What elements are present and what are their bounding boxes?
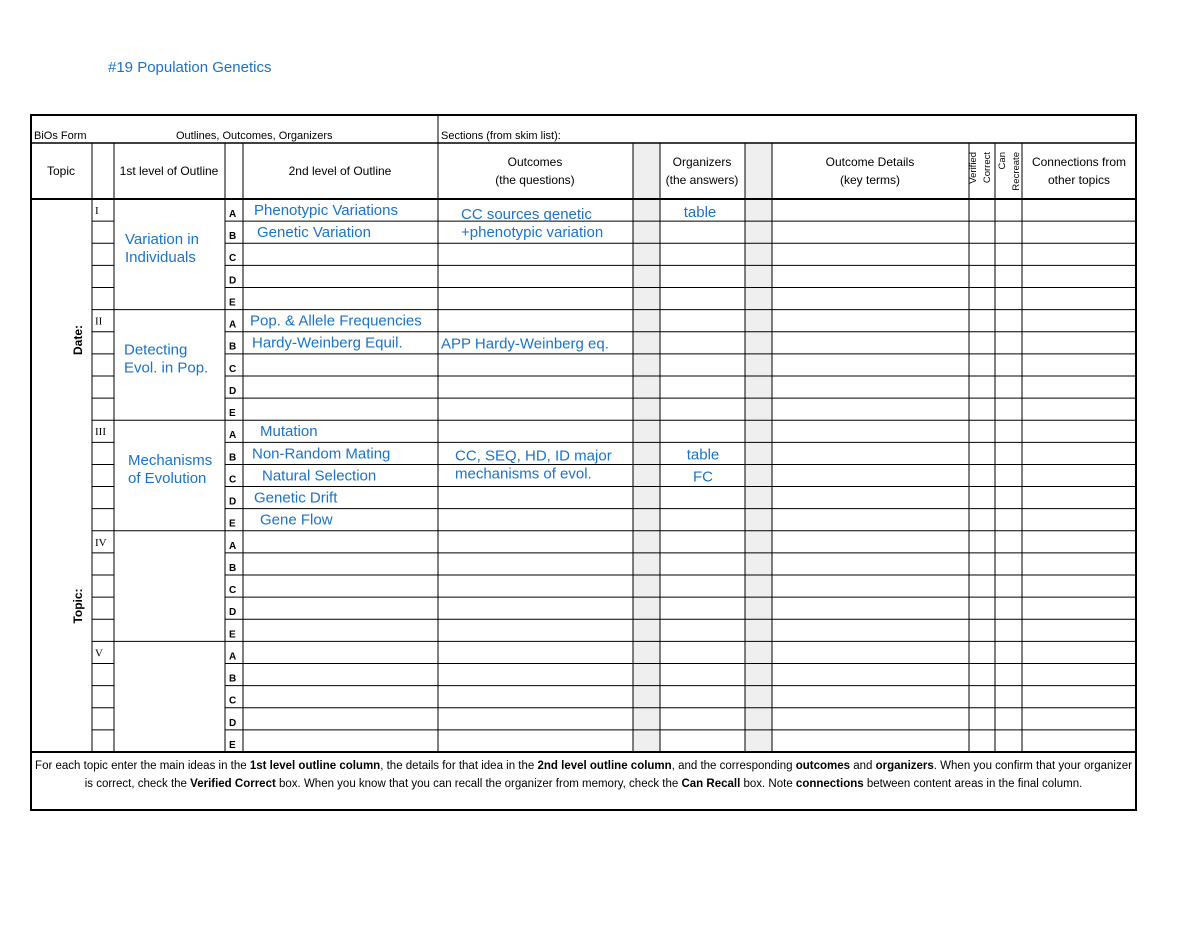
outline-letter: B [229, 452, 237, 464]
instructions-text: For each topic enter the main ideas in the 1st level outline column, the details for that idea in the 2nd level outline column, and the corresponding outcomes and organizers. When you confirm that your organizer is correct, check the Verified Correct box. When you know that you can recall the organizer from memory, check the Can Recall box. Note connections between content areas in the final column. [35, 760, 1132, 790]
column-header-can: Can [997, 152, 1008, 170]
instructions-bold-term: organizers [875, 760, 934, 772]
outline-letter: A [229, 209, 237, 220]
outline-letter: C [229, 474, 237, 486]
first-level-entry: Variation in [125, 231, 199, 248]
column-header-verified: Verified [968, 152, 979, 184]
column-header-organizers-sub: (the answers) [665, 173, 739, 187]
outline-letter: D [229, 607, 237, 619]
first-level-entry: Detecting [124, 341, 188, 359]
outcome-entry: APP Hardy-Weinberg eq. [441, 335, 609, 353]
outline-letter: D [229, 275, 237, 287]
outline-numeral: II [95, 315, 103, 328]
first-level-entry: Mechanisms [128, 452, 213, 470]
first-level-entry: of Evolution [128, 470, 207, 488]
outline-letter: C [229, 695, 237, 707]
column-header-topic: Topic [46, 164, 76, 178]
column-header-correct: Correct [982, 152, 993, 184]
outline-letter: D [229, 385, 237, 397]
column-header-second-level: 2nd level of Outline [288, 164, 392, 178]
outline-letter: C [229, 585, 237, 597]
outline-letter: A [229, 319, 237, 331]
organizer-entry: table [683, 204, 717, 221]
instructions-bold-term: 1st level outline column [249, 760, 381, 772]
outline-letter: B [229, 673, 237, 685]
outline-label: Outlines, Outcomes, Organizers [176, 130, 333, 142]
instructions-bold-term: Verified Correct [190, 778, 276, 790]
column-header-outcomes-sub: (the questions) [495, 173, 575, 187]
shaded-column [745, 143, 772, 752]
instructions-bold-term: Can Recall [681, 778, 741, 790]
outcome-entry: CC sources genetic [461, 206, 592, 223]
second-level-entry: Phenotypic Variations [254, 202, 398, 219]
outline-letter: E [229, 739, 236, 751]
organizer-entry: table [686, 446, 720, 464]
second-level-entry: Mutation [260, 423, 318, 441]
outline-letter: B [229, 231, 237, 243]
outline-letter: B [229, 562, 237, 574]
second-level-entry: Natural Selection [262, 467, 377, 485]
second-level-entry: Pop. & Allele Frequencies [250, 312, 422, 330]
outline-numeral: IV [95, 536, 107, 549]
shaded-column [633, 143, 660, 752]
instructions-bold-term: 2nd level outline column [537, 760, 672, 772]
outline-letter: E [229, 408, 236, 420]
sections-label: Sections (from skim list): [441, 130, 561, 142]
column-header-connections-sub: other topics [1047, 173, 1111, 187]
second-level-entry: Hardy-Weinberg Equil. [252, 334, 403, 352]
topic-label: Topic: [71, 588, 85, 624]
outline-letter: B [229, 341, 237, 353]
outline-letter: C [229, 253, 237, 265]
outline-letter: A [229, 540, 237, 552]
outcome-entry: CC, SEQ, HD, ID major [455, 447, 612, 465]
outline-numeral: I [95, 205, 99, 217]
outline-letter: C [229, 363, 237, 375]
outline-letter: E [229, 297, 236, 309]
form-name: BiOs Form [34, 130, 87, 142]
outline-letter: E [229, 629, 236, 641]
outline-letter: D [229, 496, 237, 508]
date-label: Date: [71, 324, 85, 356]
second-level-entry: Genetic Drift [254, 489, 338, 507]
column-header-details-sub: (key terms) [840, 173, 900, 187]
first-level-entry: Individuals [125, 249, 196, 266]
page-title: #19 Population Genetics [108, 59, 272, 76]
outcome-entry: +phenotypic variation [461, 224, 604, 241]
column-header-details: Outcome Details [825, 155, 915, 169]
column-header-organizers: Organizers [672, 155, 732, 169]
column-header-first-level: 1st level of Outline [119, 164, 219, 178]
outline-numeral: III [95, 426, 106, 439]
outline-letter: A [229, 651, 237, 663]
outcome-entry: mechanisms of evol. [455, 465, 592, 483]
organizer-entry: FC [693, 468, 713, 486]
second-level-entry: Non-Random Mating [252, 445, 391, 463]
column-header-outcomes: Outcomes [507, 155, 563, 169]
second-level-entry: Genetic Variation [257, 224, 371, 242]
outline-numeral: V [95, 647, 103, 660]
outline-letter: A [229, 430, 237, 442]
second-level-entry: Gene Flow [260, 511, 333, 529]
first-level-entry: Evol. in Pop. [124, 359, 209, 377]
instructions-bold-term: connections [795, 778, 864, 790]
outline-letter: D [229, 717, 237, 729]
instructions-bold-term: outcomes [795, 760, 851, 772]
column-header-connections: Connections from [1031, 155, 1127, 169]
outline-letter: E [229, 518, 236, 530]
column-header-recreate: Recreate [1011, 152, 1022, 191]
